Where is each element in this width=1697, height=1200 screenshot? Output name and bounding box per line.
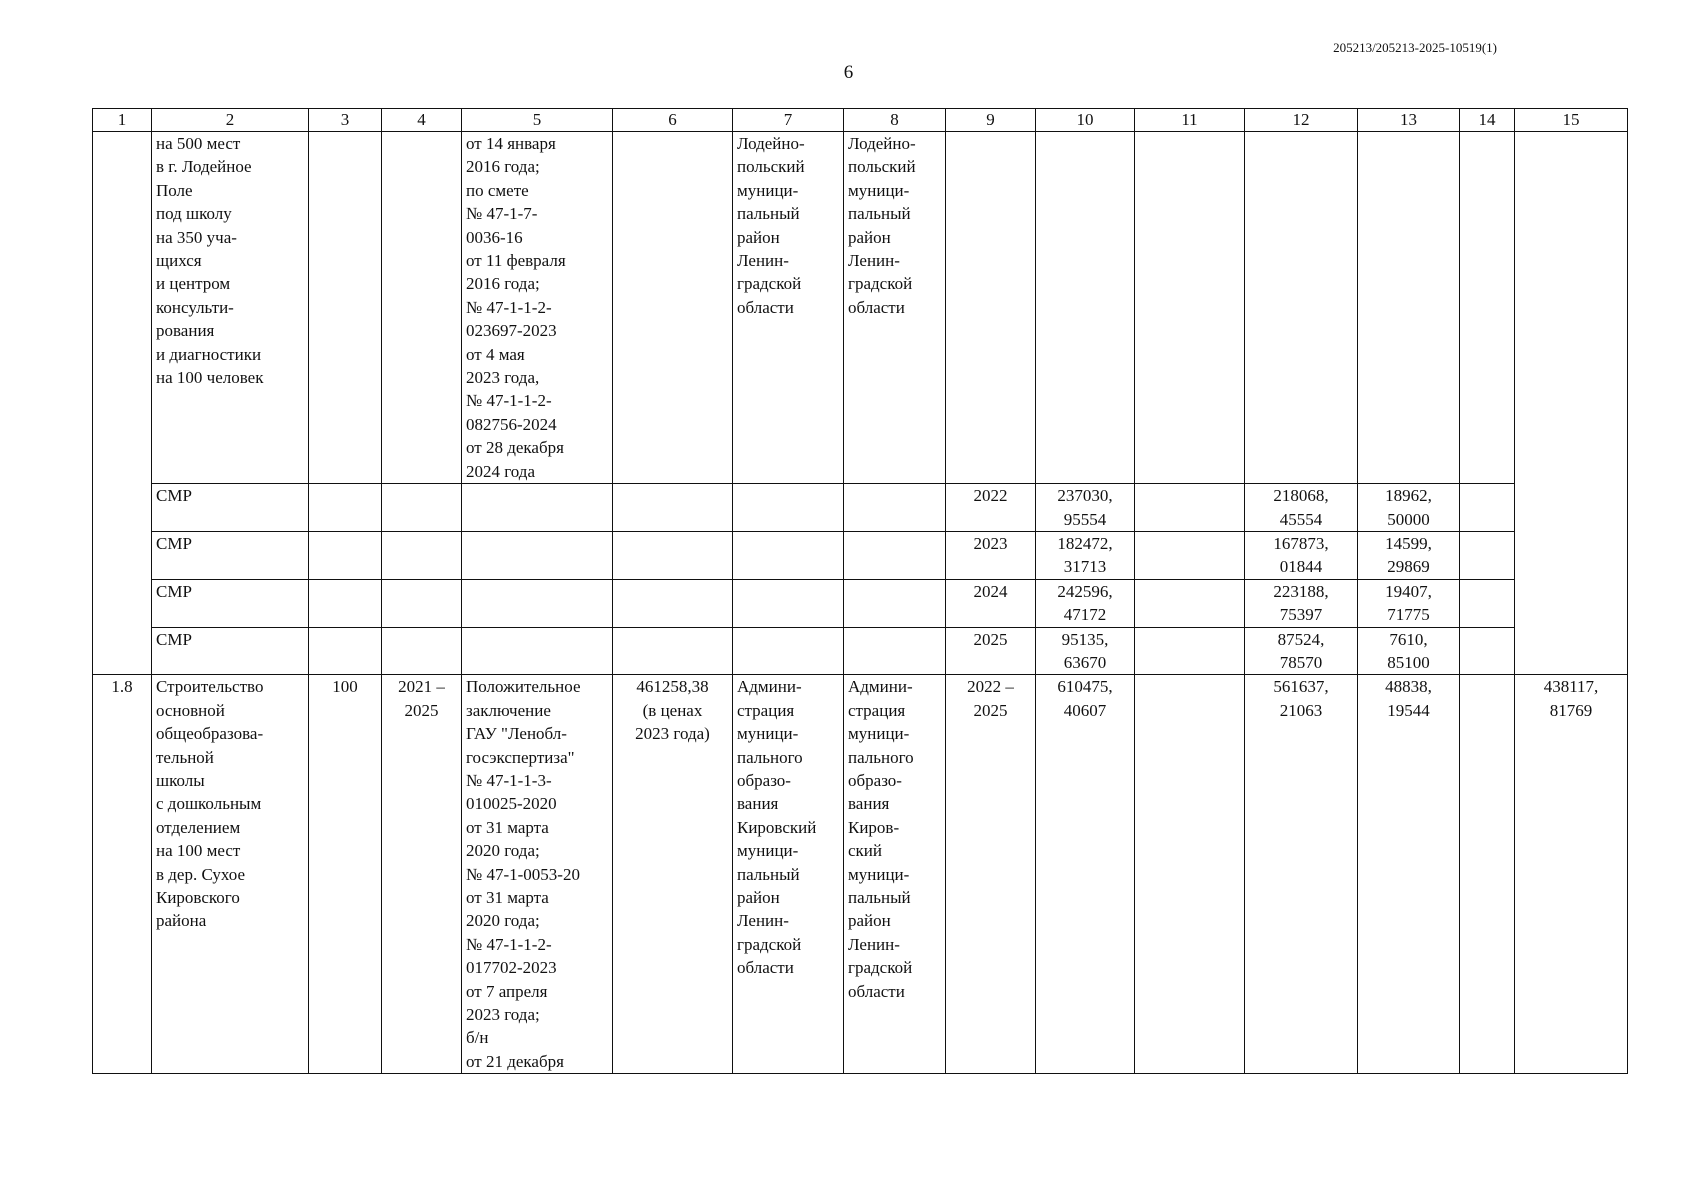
empty-cell (1135, 627, 1245, 675)
column-number-row (93, 109, 1628, 132)
empty-cell (1135, 484, 1245, 532)
empty-cell (733, 579, 844, 627)
regional-cell: 223188, 75397 (1245, 579, 1358, 627)
column-number: 7 (733, 109, 844, 132)
empty-cell (462, 627, 613, 675)
empty-cell (613, 531, 733, 579)
total-cell: 610475, 40607 (1036, 675, 1135, 1074)
documents-cell: от 14 января 2016 года; по смете № 47-1-7- 0036-16 от 11 февраля 2016 года; № 47-1-1-2- 023697-2023 от 4 мая 2023 года, № 47-1-1-2- 082756-2024 от 28 декабря 2024 года (462, 132, 613, 484)
local-cell: 48838, 19544 (1358, 675, 1460, 1074)
empty-cell (1460, 531, 1515, 579)
regional-cell: 87524, 78570 (1245, 627, 1358, 675)
empty-cell (844, 484, 946, 532)
column-number: 15 (1515, 109, 1628, 132)
column-number: 4 (382, 109, 462, 132)
years-cell (946, 132, 1036, 484)
document-id: 205213/205213-2025-10519(1) (1333, 40, 1497, 55)
column-number: 13 (1358, 109, 1460, 132)
column-number: 6 (613, 109, 733, 132)
estimate-cell (613, 132, 733, 484)
column-number: 3 (309, 109, 382, 132)
empty-cell (309, 484, 382, 532)
column-number: 1 (93, 109, 152, 132)
regional-cell: 167873, 01844 (1245, 531, 1358, 579)
column-number: 9 (946, 109, 1036, 132)
empty-cell (382, 531, 462, 579)
empty-cell (462, 484, 613, 532)
empty-cell (462, 579, 613, 627)
empty-cell (844, 531, 946, 579)
row-number-cell: 1.8 (93, 675, 152, 1074)
year-cell: 2023 (946, 531, 1036, 579)
empty-cell (309, 531, 382, 579)
other-cell (1460, 675, 1515, 1074)
total-cell: 237030, 95554 (1036, 484, 1135, 532)
column-number: 12 (1245, 109, 1358, 132)
customer-cell: Админи- страция муници- пального образо- вания Кировский муници- пальный район Ленин- градской области (733, 675, 844, 1074)
empty-cell (613, 627, 733, 675)
smr-label: СМР (152, 627, 309, 675)
total-cell: 242596, 47172 (1036, 579, 1135, 627)
smr-label: СМР (152, 484, 309, 532)
empty-cell (1460, 484, 1515, 532)
empty-cell (613, 579, 733, 627)
table-row (93, 484, 1628, 532)
year-cell: 2022 (946, 484, 1036, 532)
local-cell: 18962, 50000 (1358, 484, 1460, 532)
local-cell: 19407, 71775 (1358, 579, 1460, 627)
empty-cell (309, 579, 382, 627)
developer-cell: Админи- страция муници- пального образо- вания Киров- ский муници- пальный район Ленин- градской области (844, 675, 946, 1074)
column-number: 2 (152, 109, 309, 132)
capacity-cell (309, 132, 382, 484)
empty-cell (733, 531, 844, 579)
regional-cell (1245, 132, 1358, 484)
local-cell: 14599, 29869 (1358, 531, 1460, 579)
column-number: 8 (844, 109, 946, 132)
empty-cell (733, 484, 844, 532)
page-number: 6 (843, 62, 854, 83)
total-cell: 95135, 63670 (1036, 627, 1135, 675)
federal-cell (1135, 675, 1245, 1074)
documents-cell: Положительное заключение ГАУ "Ленобл- госэкспертиза" № 47-1-1-3- 010025-2020 от 31 марта 2020 года; № 47-1-0053-20 от 31 марта 2020 года; № 47-1-1-2- 017702-2023 от 7 апреля 2023 года; б/н от 21 декабря (462, 675, 613, 1074)
empty-cell (309, 627, 382, 675)
capacity-cell: 100 (309, 675, 382, 1074)
empty-cell (844, 579, 946, 627)
smr-label: СМР (152, 579, 309, 627)
empty-cell (462, 531, 613, 579)
table-row (93, 132, 1628, 484)
column-number: 5 (462, 109, 613, 132)
year-cell: 2025 (946, 627, 1036, 675)
customer-cell: Лодейно- польский муници- пальный район Ленин- градской области (733, 132, 844, 484)
developer-cell: Лодейно- польский муници- пальный район Ленин- градской области (844, 132, 946, 484)
empty-cell (1135, 579, 1245, 627)
empty-cell (613, 484, 733, 532)
object-name-cell: на 500 мест в г. Лодейное Поле под школу на 350 уча- щихся и центром консульти- рования и диагностики на 100 человек (152, 132, 309, 484)
local-cell: 7610, 85100 (1358, 627, 1460, 675)
table-row (93, 531, 1628, 579)
empty-cell (382, 579, 462, 627)
column-number: 10 (1036, 109, 1135, 132)
total-cell (1036, 132, 1135, 484)
local-cell (1358, 132, 1460, 484)
row-number-cell (93, 132, 152, 675)
object-name-cell: Строительство основной общеобразова- тельной школы с дошкольным отделением на 100 мест в дер. Сухое Кировского района (152, 675, 309, 1074)
regional-cell: 561637, 21063 (1245, 675, 1358, 1074)
period-cell (382, 132, 462, 484)
column-number: 11 (1135, 109, 1245, 132)
col15-cell: 438117, 81769 (1515, 675, 1628, 1074)
empty-cell (733, 627, 844, 675)
empty-cell (1135, 531, 1245, 579)
smr-label: СМР (152, 531, 309, 579)
investment-table (92, 108, 1628, 1074)
total-cell: 182472, 31713 (1036, 531, 1135, 579)
table-row (93, 627, 1628, 675)
table-row (93, 675, 1628, 1074)
other-cell (1460, 132, 1515, 484)
empty-cell (382, 484, 462, 532)
estimate-cell: 461258,38 (в ценах 2023 года) (613, 675, 733, 1074)
empty-cell (1460, 627, 1515, 675)
empty-cell (1460, 579, 1515, 627)
table-row (93, 579, 1628, 627)
federal-cell (1135, 132, 1245, 484)
period-cell: 2021 – 2025 (382, 675, 462, 1074)
years-cell: 2022 – 2025 (946, 675, 1036, 1074)
empty-cell (382, 627, 462, 675)
col15-cell (1515, 132, 1628, 675)
column-number: 14 (1460, 109, 1515, 132)
empty-cell (844, 627, 946, 675)
regional-cell: 218068, 45554 (1245, 484, 1358, 532)
year-cell: 2024 (946, 579, 1036, 627)
